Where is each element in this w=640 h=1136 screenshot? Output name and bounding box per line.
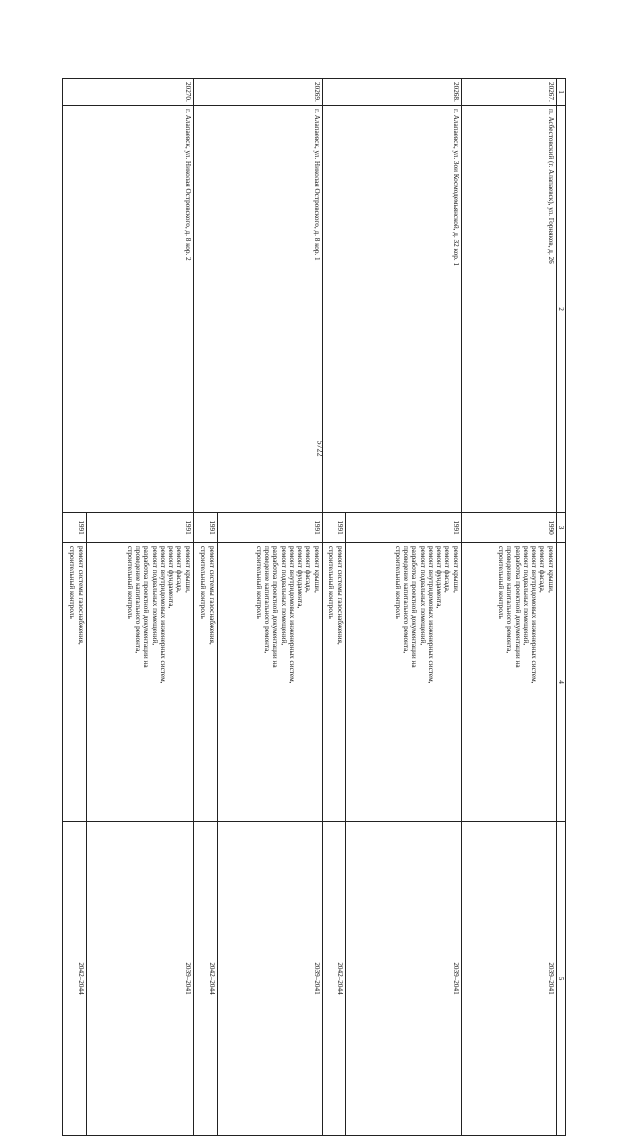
column-header: 5 (556, 822, 565, 1136)
column-header: 4 (556, 543, 565, 822)
work-item: ремонт системы газоснабжения, (207, 546, 216, 645)
period-cell: 2039–2041 (86, 822, 193, 1136)
work-item: ремонт крыши, (312, 546, 321, 593)
work-item: ремонт подвальных помещений, (521, 546, 530, 646)
work-item: ремонт крыши, (451, 546, 460, 593)
work-item: разработка проектной документации на (513, 546, 522, 668)
period-cell: 2039–2041 (217, 822, 322, 1136)
row-number: 20269. (193, 79, 322, 106)
work-item: проведение капитального ремонта, (505, 546, 514, 654)
table-row (217, 79, 322, 1136)
repair-schedule-table (62, 78, 566, 1136)
year-cell: 1991 (322, 513, 345, 543)
works-cell (86, 543, 193, 822)
address-cell: п. Асбестовский (г. Алапаевск), ул. Горняков, д. 26 (461, 106, 556, 513)
work-item: ремонт фасада, (304, 546, 313, 593)
year-cell: 1991 (86, 513, 193, 543)
period-cell: 2039–2041 (461, 822, 556, 1136)
work-item: ремонт крыши, (183, 546, 192, 593)
work-item: ремонт внутридомовых инженерных систем, (287, 546, 296, 684)
work-item: ремонт внутридомовых инженерных систем, (158, 546, 167, 684)
address-cell: г. Алапаевск, ул. Николая Островского, д. 8 кор. 2 (62, 106, 193, 513)
work-item: ремонт подвальных помещений, (279, 546, 288, 646)
period-cell: 2039–2041 (345, 822, 461, 1136)
work-item: ремонт системы газоснабжения, (335, 546, 344, 645)
year-cell: 1991 (62, 513, 86, 543)
work-item: ремонт подвальных помещений, (150, 546, 159, 646)
work-item: ремонт фундамента, (167, 546, 176, 609)
work-item: строительный контроль (199, 546, 208, 619)
work-item: строительный контроль (393, 546, 402, 619)
work-item: проведение капитального ремонта, (263, 546, 272, 654)
work-item: проведение капитального ремонта, (134, 546, 143, 654)
row-number: 20268. (322, 79, 461, 106)
work-item: ремонт фундамента, (296, 546, 305, 609)
work-item: разработка проектной документации на (271, 546, 280, 668)
rotated-table-container (68, 78, 566, 1135)
column-header: 2 (556, 106, 565, 513)
work-item: ремонт фундамента, (435, 546, 444, 609)
header-row (556, 79, 565, 1136)
address-cell: г. Алапаевск, ул. Николая Островского, д. 8 кор. 1 (193, 106, 322, 513)
work-item: разработка проектной документации на (410, 546, 419, 668)
table-row (86, 79, 193, 1136)
page-number: 5722 (315, 440, 325, 457)
work-item: проведение капитального ремонта, (402, 546, 411, 654)
year-cell: 1990 (461, 513, 556, 543)
work-item: разработка проектной документации на (142, 546, 151, 668)
table-row (461, 79, 556, 1136)
works-cell (217, 543, 322, 822)
work-item: ремонт подвальных помещений, (418, 546, 427, 646)
work-item: ремонт крыши, (546, 546, 555, 593)
work-item: ремонт фасада, (175, 546, 184, 593)
work-item: ремонт фасада, (443, 546, 452, 593)
row-number: 20267. (461, 79, 556, 106)
address-cell: г. Алапаевск, ул. Зои Космодемьянской, д. 32 кор. 1 (322, 106, 461, 513)
work-item: строительный контроль (125, 546, 134, 619)
works-cell (322, 543, 345, 822)
period-cell: 2042–2044 (62, 822, 86, 1136)
row-number: 20270. (62, 79, 193, 106)
work-item: ремонт внутридомовых инженерных систем, (530, 546, 539, 684)
work-item: строительный контроль (254, 546, 263, 619)
table-row (345, 79, 461, 1136)
works-cell (345, 543, 461, 822)
work-item: строительный контроль (68, 546, 77, 619)
work-item: ремонт внутридомовых инженерных систем, (426, 546, 435, 684)
works-cell (62, 543, 86, 822)
year-cell: 1991 (345, 513, 461, 543)
work-item: ремонт системы газоснабжения, (76, 546, 85, 645)
period-cell: 2042–2044 (193, 822, 217, 1136)
year-cell: 1991 (217, 513, 322, 543)
column-header: 3 (556, 513, 565, 543)
works-cell (461, 543, 556, 822)
year-cell: 1991 (193, 513, 217, 543)
work-item: строительный контроль (497, 546, 506, 619)
table-body (62, 79, 556, 1136)
work-item: ремонт фасада, (538, 546, 547, 593)
column-header: 1 (556, 79, 565, 106)
period-cell: 2042–2044 (322, 822, 345, 1136)
works-cell (193, 543, 217, 822)
work-item: строительный контроль (327, 546, 336, 619)
